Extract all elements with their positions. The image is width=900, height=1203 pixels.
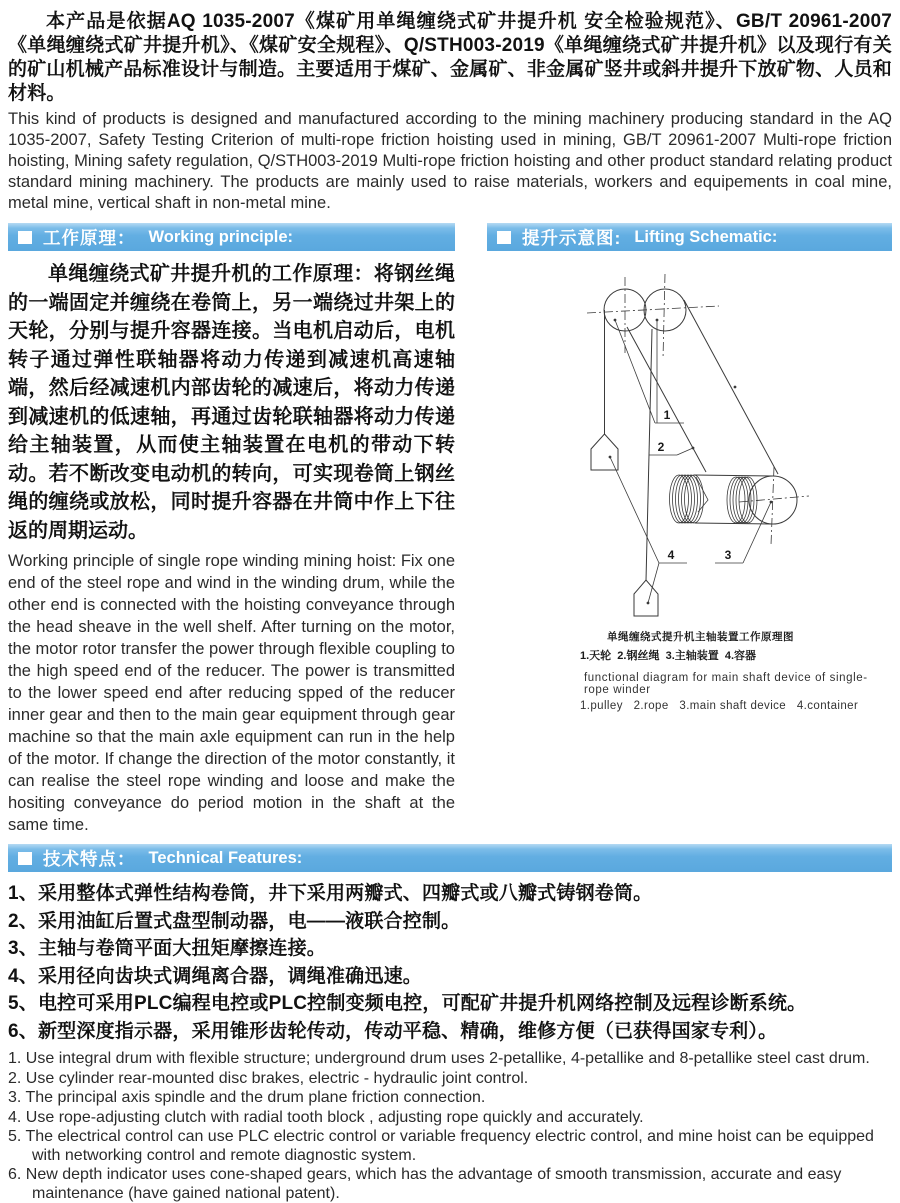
intro-paragraph-en: This kind of products is designed and manufactured according to the mining machinery producing standard in the AQ 1035-2007, Safety Testing Criterion of multi-rope friction hoisting used in mining, GB/T 20961-2007 Multi-rope friction hoisting, Mining safety regulation, Q/STH003-2019 Multi-rope friction hoisting and other product standard relating product standard mining machinery. The products are mainly used to raise materials, workers and equipements in coal mine, metal mine, vertical shaft in non-metal mine.: [8, 110, 892, 212]
diagram-legend-zh: 1.天轮 2.钢丝绳 3.主轴装置 4.容器: [580, 650, 757, 662]
diagram-legend-en: 1.pulley 2.rope 3.main shaft device 4.container: [580, 700, 859, 712]
lifting-schematic-title-en: Lifting Schematic:: [634, 227, 778, 246]
feature-item-en: 2. Use cylinder rear-mounted disc brakes, electric - hydraulic joint control.: [8, 1069, 529, 1087]
feature-item-en: 4. Use rope-adjusting clutch with radial tooth block , adjusting rope quickly and accurately.: [8, 1108, 644, 1126]
feature-item-en: 1. Use integral drum with flexible structure; underground drum uses 2-petallike, 4-petallike and 8-petallike steel cast drum.: [8, 1050, 870, 1067]
header-square-icon: [497, 231, 511, 244]
rope-dot: [734, 386, 737, 389]
lifting-schematic-diagram: [487, 253, 892, 712]
rope-diagonal-left: [627, 327, 706, 472]
working-principle-body-zh: 单绳缠绕式矿井提升机的工作原理：将钢丝绳的一端固定并缠绕在卷筒上，另一端绕过井架上的天轮，分别与提升容器连接。当电机启动后，电机转子通过弹性联轴器将动力传递到减速机高速轴端，然后经减速机内部齿轮的减速后，将动力传递到减速机的低速轴，再通过齿轮联轴器将动力传递给主轴装置，从而使主轴装置在电机的带动下转动。若不断改变电动机的转向，可实现卷筒上钢丝绳的缠绕或放松，同时提升容器在井筒中作上下往返的周期运动。: [8, 263, 455, 542]
header-square-icon: [18, 852, 32, 865]
working-principle-column: [8, 223, 455, 836]
feature-item-en: 5. The electrical control can use PLC electric control or variable frequency electric control, and mine hoist can be equipped with networking control and remote diagnostic system.: [8, 1128, 874, 1164]
crosshair-horizontal: [587, 306, 719, 313]
lifting-schematic-header: [487, 223, 892, 251]
diagram-caption-zh: 单绳缠绕式提升机主轴装置工作原理图: [607, 631, 794, 643]
feature-item-zh: 1、采用整体式弹性结构卷筒，井下采用两瓣式、四瓣式或八瓣式铸钢卷筒。: [8, 883, 653, 904]
working-principle-body-en: Working principle of single rope winding mining hoist: Fix one end of the steel rope and wind in the winding drum, while the other end is connected with the hoisting conveyance through the head sheave in the well shelf. After turning on the motor, the motor rotor transfer the power through flexible coupling to the high speed end of the reducer. The power is transmitted to the lower speed end after reducing spped of the reducer inner gear and then to the main gear equipment through gear machine so that the main axle equipment can run in the help of the motor. If change the direction of the motor constantly, it can realise the steel rope winding and loose and make the hositing conveyance do period motion in the shaft at the same time.: [8, 552, 455, 834]
feature-item-zh: 2、采用油缸后置式盘型制动器，电——液联合控制。: [8, 910, 461, 932]
drum-crosshair-vertical: [771, 467, 774, 545]
diagram-captions: [487, 629, 892, 712]
lifting-schematic-column: [487, 223, 892, 836]
diagram-label-3: [715, 501, 772, 563]
feature-item-en: 6. New depth indicator uses cone-shaped gears, which has the advantage of smooth transmission, accurate and easy maintenance (have gained national patent).: [8, 1166, 842, 1202]
column-gap: [455, 223, 487, 836]
technical-features-title-zh: 技术特点：: [43, 848, 136, 869]
svg-text:1: 1: [663, 408, 671, 422]
working-principle-title-en: Working principle:: [148, 227, 294, 246]
container-lower: [634, 580, 658, 616]
svg-text:3: 3: [724, 548, 732, 562]
svg-text:2: 2: [657, 440, 665, 454]
hoist-line-diagram: [487, 253, 892, 627]
svg-text:4: 4: [667, 548, 675, 562]
lifting-schematic-title-zh: 提升示意图:: [522, 227, 622, 248]
two-column-section: [8, 223, 892, 836]
working-principle-header: [8, 223, 455, 251]
technical-features-title-en: Technical Features:: [148, 848, 303, 867]
drum-end-flange: [749, 476, 797, 524]
technical-features-list-zh: [8, 880, 892, 1045]
diagram-label-2: [649, 440, 694, 455]
diagram-caption-en: functional diagram for main shaft device of single-rope winder: [584, 672, 868, 696]
feature-item-en: 3. The principal axis spindle and the drum plane friction connection.: [8, 1089, 486, 1106]
intro-paragraph-zh: 本产品是依据AQ 1035-2007《煤矿用单绳缠绕式矿井提升机 安全检验规范》、GB/T 20961-2007《单绳缠绕式矿井提升机》、《煤矿安全规程》、Q/STH003-2019《单绳缠绕式矿井提升机》以及现行有关的矿山机械产品标准设计与制造。主要适用于煤矿、金属矿、非金属矿竖井或斜井提升下放矿物、人员和材料。: [8, 11, 892, 104]
header-square-icon: [18, 231, 32, 244]
technical-features-list-en: [8, 1050, 892, 1203]
feature-item-zh: 3、主轴与卷筒平面大扭矩摩擦连接。: [8, 938, 326, 959]
diagram-label-1: [614, 319, 684, 423]
winding-drum: [670, 467, 810, 545]
feature-item-zh: 5、电控可采用PLC编程电控或PLC控制变频电控，可配矿井提升机网络控制及远程诊断系统。: [8, 993, 807, 1014]
feature-item-zh: 4、采用径向齿块式调绳离合器，调绳准确迅速。: [8, 965, 422, 987]
technical-features-header: [8, 844, 892, 872]
working-principle-title-zh: 工作原理：: [43, 227, 136, 248]
crosshair-vertical-right: [663, 274, 665, 359]
rope-diagonal-right: [684, 300, 778, 474]
feature-item-zh: 6、新型深度指示器，采用锥形齿轮传动，传动平稳、精确，维修方便（已获得国家专利）。: [8, 1020, 778, 1042]
